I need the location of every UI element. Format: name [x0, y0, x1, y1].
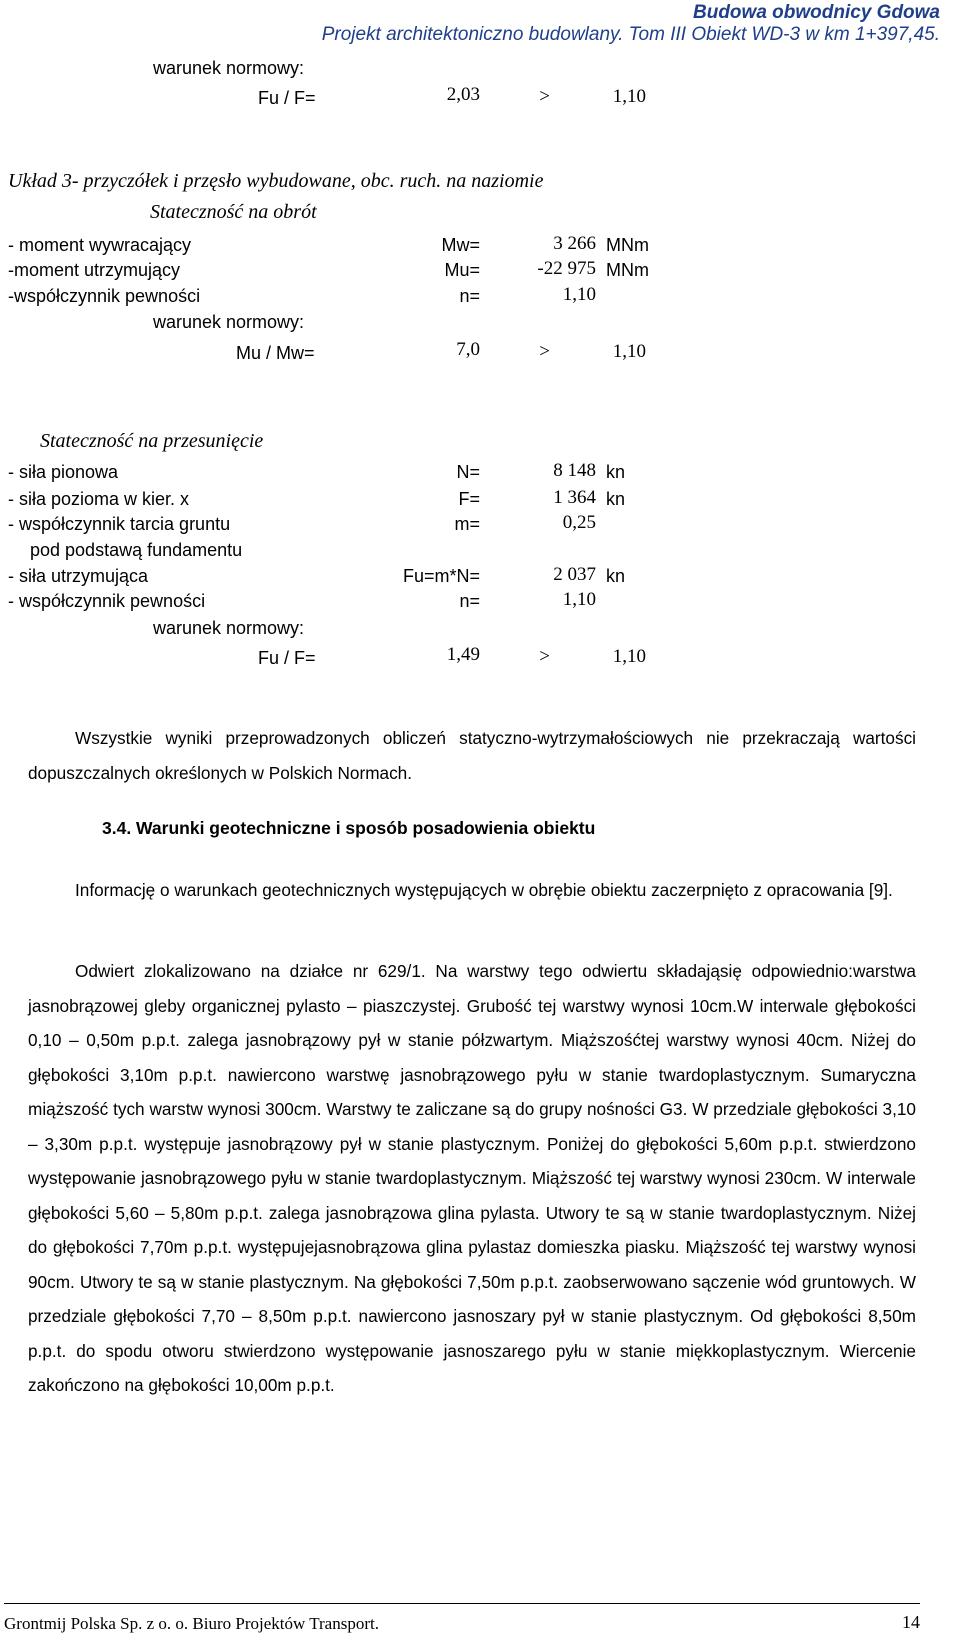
row-label: -współczynnik pewności: [8, 286, 201, 306]
row-label: - moment wywracający: [8, 235, 192, 255]
check-value: 1,49: [446, 644, 480, 665]
check-limit: 1,10: [612, 341, 646, 362]
paragraph-text: Odwiert zlokalizowano na działce nr 629/1. Na warstwy tego odwiertu składająsię odpowiednio:warstwa jasnobrązowej gleby organicznej pylasto – piaszczystej. Grubość tej warstwy wynosi 10cm.W interwale głębokości 0,10 – 0,50m p.p.t. zalega jasnobrązowy pył w stanie półzwartym. Miąższośćtej warstwy wynosi 40cm. Niżej do głębokości 3,10m p.p.t. nawiercono warstwę jasnobrązowego pyłu w stanie twardoplastycznym. Sumaryczna miąższość tych warstw wynosi 300cm. Warstwy te zaliczane są do grupy nośności G3. W przedziale głębokości 3,10 – 3,30m p.p.t. występuje jasnobrązowy pył w stanie plastycznym. Poniżej do głębokości 5,60m p.p.t. stwierdzono występowanie jasnobrązowego pyłu w stanie twardoplastycznym. Miąższość tej warstwy wynosi 230cm. W interwale głębokości 5,60 – 5,80m p.p.t. zalega jasnobrązowa glina pylasta. Utwory te są w stanie twardoplastycznym. Niżej do głębokości 7,70m p.p.t. występujejasnobrązowa glina pylastaz domieszka piasku. Miąższość tej warstwy wynosi 90cm. Utwory te są w stanie plastycznym. Na głębokości 7,50m p.p.t. zaobserwowano sączenie wód gruntowych. W przedziale głębokości 7,70 – 8,50m p.p.t. nawiercono jasnoszary pył w stanie plastycznym. Od głębokości 8,50m p.p.t. do spodu otworu stwierdzono występowanie jasnoszarego pyłu w stanie miękkoplastycznym. Wiercenie zakończono na głębokości 10,00m p.p.t.: [28, 961, 916, 1395]
check-operator: >: [539, 646, 550, 667]
row-value: 8 148: [553, 460, 596, 481]
row-value: 1 364: [553, 487, 596, 508]
paragraph-text: Informację o warunkach geotechnicznych występujących w obrębie obiektu zaczerpnięto z opracowania [9].: [75, 880, 893, 900]
check-operator: >: [539, 341, 550, 362]
row-symbol: m=: [454, 514, 480, 534]
row-unit: kn: [606, 489, 626, 509]
row-symbol: Fu=m*N=: [402, 566, 480, 586]
row-label: - siła utrzymująca: [8, 566, 149, 586]
check-formula: Fu / F=: [258, 648, 316, 668]
row-label: - współczynnik tarcia gruntu: [8, 514, 231, 534]
check-value: 2,03: [446, 84, 480, 105]
row-unit: MNm: [606, 235, 649, 255]
check-limit: 1,10: [612, 646, 646, 667]
check-formula: Fu / F=: [258, 88, 316, 108]
row-symbol: Mu=: [444, 260, 480, 280]
row-symbol: N=: [456, 462, 480, 482]
footer-company: Grontmij Polska Sp. z o. o. Biuro Projektów Transport.: [4, 1614, 379, 1633]
row-label: - siła pionowa: [8, 462, 119, 482]
check-formula: Mu / Mw=: [236, 343, 315, 363]
conclusion-text: Wszystkie wyniki przeprowadzonych obliczeń statyczno-wytrzymałościowych nie przekraczają wartości dopuszczalnych określonych w Polskich Normach.: [28, 728, 916, 783]
check-limit: 1,10: [612, 86, 646, 107]
row-unit: kn: [606, 566, 626, 586]
row-value: 1,10: [562, 589, 596, 610]
row-symbol: n=: [459, 286, 480, 306]
row-value: -22 975: [537, 258, 596, 279]
paragraph-borehole: [28, 954, 916, 1403]
row-label: - siła pozioma w kier. x: [8, 489, 190, 509]
paragraph-source: [28, 873, 916, 908]
row-value: 1,10: [562, 284, 596, 305]
row-label: -moment utrzymujący: [8, 260, 181, 280]
row-value: 0,25: [562, 512, 596, 533]
row-symbol: F=: [458, 489, 480, 509]
document-title: Budowa obwodnicy Gdowa: [693, 2, 940, 23]
row-value: 3 266: [553, 233, 596, 254]
row-symbol: n=: [459, 591, 480, 611]
row-unit: kn: [606, 462, 626, 482]
section-heading: 3.4. Warunki geotechniczne i sposób posadowienia obiektu: [102, 818, 596, 838]
page-number: 14: [902, 1612, 920, 1632]
check-operator: >: [539, 86, 550, 107]
section-title: Układ 3- przyczółek i przęsło wybudowane, obc. ruch. na naziomie: [8, 170, 544, 192]
document-subtitle: Projekt architektoniczno budowlany. Tom III Obiekt WD-3 w km 1+397,45.: [321, 24, 940, 45]
row-unit: MNm: [606, 260, 649, 280]
row-label: pod podstawą fundamentu: [30, 540, 243, 560]
conclusion-paragraph: [28, 721, 916, 790]
subsection-title-obrot: Stateczność na obrót: [150, 201, 317, 223]
check-value: 7,0: [456, 339, 480, 360]
condition-label: warunek normowy:: [153, 618, 305, 638]
condition-label: warunek normowy:: [153, 58, 305, 78]
row-symbol: Mw=: [441, 235, 480, 255]
row-label: - współczynnik pewności: [8, 591, 206, 611]
subsection-title-przesuniecie: Stateczność na przesunięcie: [40, 430, 264, 452]
condition-label: warunek normowy:: [153, 312, 305, 332]
footer-rule: [4, 1603, 920, 1604]
row-value: 2 037: [553, 564, 596, 585]
